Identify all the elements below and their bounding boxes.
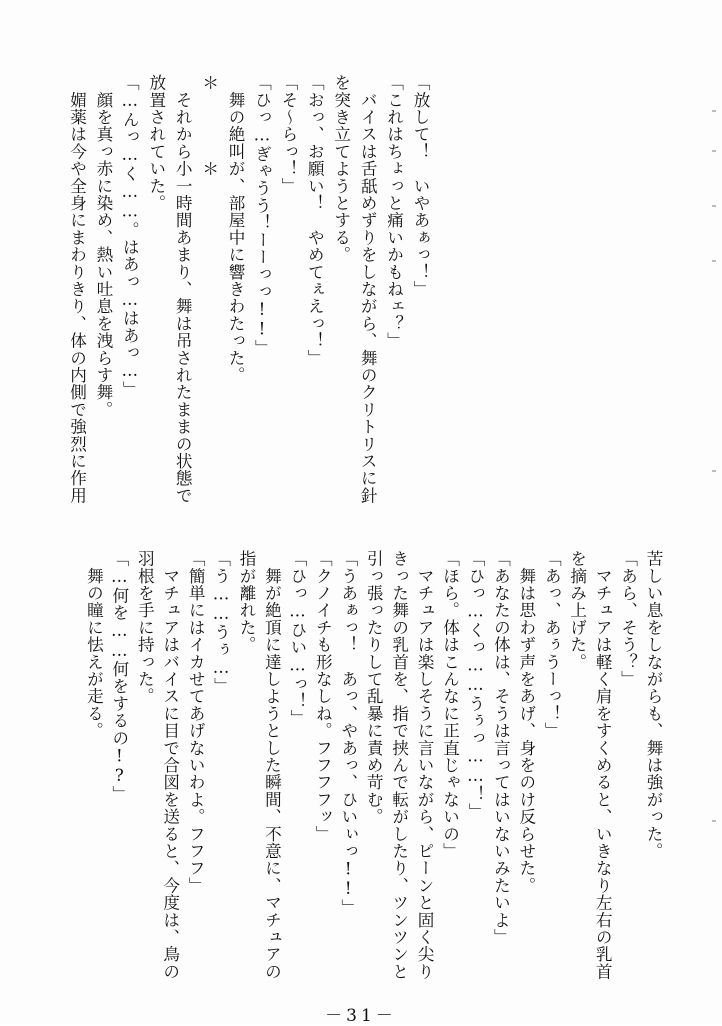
- text-column: 「ひっ…ひい…っ！」: [287, 550, 307, 727]
- scan-mark: [712, 470, 716, 472]
- text-column: 舞の絶叫が、部屋中に響きわたった。: [226, 74, 246, 384]
- text-column: 「おっ、お願い！ やめてぇえっ！」: [305, 74, 325, 367]
- scan-mark: [712, 150, 716, 152]
- text-column: 「ひっ…くっ……うぅっ……！」: [465, 550, 485, 820]
- text-column: 「あっ、あぅうーっ！」: [542, 550, 562, 740]
- text-column: を突き立てようとする。: [331, 74, 351, 264]
- text-column: 「簡単にはイカせてあげないわよ。フフフ」: [186, 550, 206, 894]
- scan-mark: [712, 205, 716, 207]
- text-column: 舞の瞳に怯えが走る。: [84, 550, 104, 740]
- text-column: 「あなたの体は、そうは言ってはいないみたいよ」: [491, 550, 511, 946]
- text-column: 「あら、そう？」: [618, 550, 638, 688]
- text-column: 「ほら。体はこんなに正直じゃないの」: [440, 550, 460, 860]
- page-number: －31－: [325, 1006, 397, 1026]
- text-column: 「クノイチも形なしね。フフフフッ」: [313, 550, 333, 843]
- text-column: マチュアはバイスに目で合図を送ると、今度は、鳥の: [160, 550, 180, 980]
- text-column: 「うあぁっ！ あっ、やあっ、ひいぃっ!!」: [338, 550, 358, 916]
- text-column: 引っ張ったりして乱暴に責め苛む。: [364, 550, 384, 826]
- text-column: 「…何を……何をするの!?」: [109, 550, 129, 803]
- text-column: 舞が絶頂に達しようとした瞬間、不意に、マチュアの: [262, 550, 282, 980]
- text-column: 顔を真っ赤に染め、熱い吐息を洩らす舞。: [93, 74, 113, 418]
- text-column: きった舞の乳首を、指で挟んで転がしたり、ツンツンと: [389, 550, 409, 980]
- section-break-asterisks: ＊ ＊: [199, 74, 219, 178]
- scan-mark: [712, 260, 716, 262]
- text-column: 苦しい息をしながらも、舞は強がった。: [644, 550, 663, 860]
- text-column: 「…んっ…く……。はあっ…はあっ…」: [120, 74, 140, 398]
- scan-mark: [712, 820, 716, 822]
- lower-text-block: [82, 550, 667, 980]
- text-column: を摘み上げた。: [567, 550, 587, 671]
- upper-text-block: [64, 74, 434, 504]
- text-column: 舞は思わず声をあげ、身をのけ反らせた。: [516, 550, 536, 894]
- text-column: 「う……うぅ…」: [211, 550, 231, 695]
- text-column: 媚薬は今や全身にまわりきり、体の内側で強烈に作用: [67, 74, 87, 504]
- text-column: バイスは舌舐めずりをしながら、舞のクリトリスに針: [358, 74, 378, 504]
- text-column: マチュアは楽しそうに言いながら、ピーンと固く尖り: [415, 550, 435, 980]
- text-column: 指が離れた。: [237, 550, 256, 654]
- scan-mark: [712, 110, 716, 112]
- text-column: 「放して！ いやあぁっ！」: [411, 74, 430, 298]
- text-column: 「これはちょっと痛いかもねェ？」: [384, 74, 404, 350]
- text-column: それから小一時間あまり、舞は吊されたままの状態で: [173, 74, 193, 504]
- text-column: 羽根を手に持った。: [135, 550, 155, 705]
- text-column: 「ひっ…ぎゃうう！ーーっっ!!」: [252, 74, 272, 357]
- text-column: 放置されていた。: [146, 74, 166, 212]
- text-column: 「そ～らっ！」: [278, 74, 298, 195]
- text-column: マチュアは軽く肩をすくめると、いきなり左右の乳首: [593, 550, 613, 980]
